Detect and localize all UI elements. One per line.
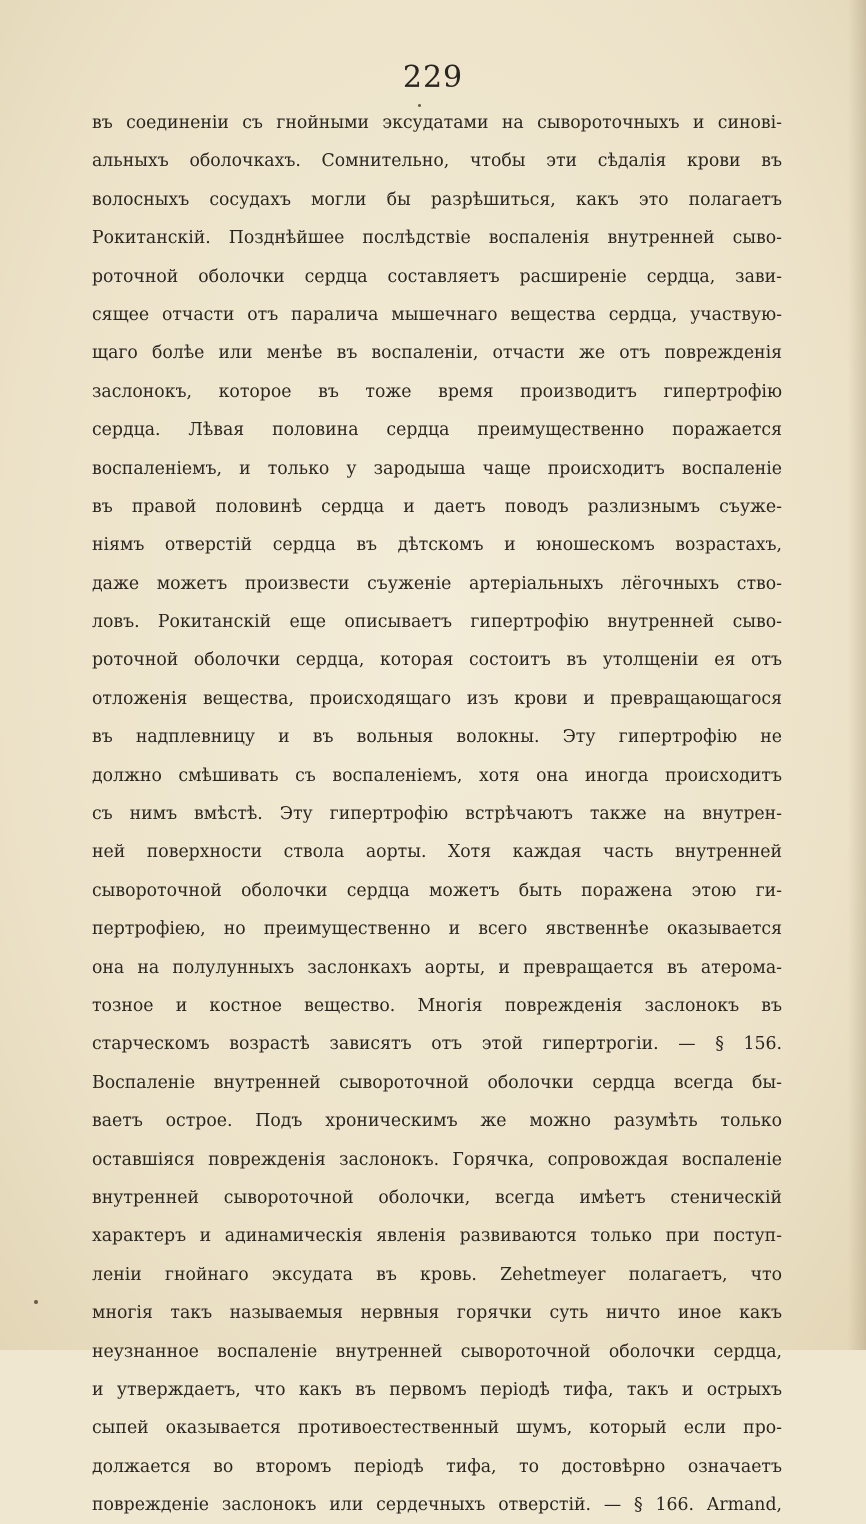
text-line: неузнанное воспаленіе внутренней сывороточной оболочки сердца,	[92, 1341, 782, 1362]
text-line: въ правой половинѣ сердца и даетъ поводъ разлизнымъ съуже-	[92, 496, 782, 517]
text-line: роточной оболочки сердца составляетъ расширеніе сердца, зави-	[92, 266, 782, 287]
text-line: поврежденіе заслонокъ или сердечныхъ отверстій. — § 166. Armand,	[92, 1495, 782, 1516]
text-line: даже можетъ произвести съуженіе артеріальныхъ лёгочныхъ ство-	[92, 573, 782, 594]
paper-speck	[418, 104, 421, 107]
text-line: отложенія вещества, происходящаго изъ крови и превращающагося	[92, 688, 782, 709]
text-line: и утверждаетъ, что какъ въ первомъ періодѣ тифа, такъ и острыхъ	[92, 1379, 782, 1400]
text-line: съ нимъ вмѣстѣ. Эту гипертрофію встрѣчаютъ также на внутрен-	[92, 804, 782, 825]
text-line: пертрофіею, но преимущественно и всего явственнѣе оказывается	[92, 919, 782, 940]
text-line: старческомъ возрастѣ зависятъ отъ этой гипертрогіи. — § 156.	[92, 1034, 782, 1055]
text-line: сящее отчасти отъ паралича мышечнаго вещества сердца, участвую-	[92, 304, 782, 325]
text-line: альныхъ оболочкахъ. Сомнительно, чтобы эти сѣдалія крови въ	[92, 151, 782, 172]
text-line: роточной оболочки сердца, которая состоитъ въ утолщеніи ея отъ	[92, 650, 782, 671]
text-line: въ соединеніи съ гнойными эксудатами на сывороточныхъ и синові-	[92, 113, 782, 133]
text-line: леніи гнойнаго эксудата въ кровь. Zehetmeyer полагаетъ, что	[92, 1264, 782, 1285]
text-line: должно смѣшивать съ воспаленіемъ, хотя она иногда происходитъ	[92, 765, 782, 786]
text-line: сыпей оказывается противоестественный шумъ, который если про-	[92, 1418, 782, 1439]
text-line: сывороточной оболочки сердца можетъ быть поражена этою ги-	[92, 880, 782, 901]
text-line: въ надплевницу и въ вольныя волокны. Эту гипертрофію не	[92, 727, 782, 748]
text-line: Рокитанскій. Позднѣйшее послѣдствіе воспаленія внутренней сыво-	[92, 228, 782, 249]
text-line: ловъ. Рокитанскій еще описываетъ гипертрофію внутренней сыво-	[92, 612, 782, 633]
text-line: внутренней сывороточной оболочки, всегда имѣетъ стеническій	[92, 1187, 782, 1208]
text-line: щаго болѣе или менѣе въ воспаленіи, отчасти же отъ поврежденія	[92, 343, 782, 364]
text-line: сердца. Лѣвая половина сердца преимущественно поражается	[92, 420, 782, 441]
text-line: характеръ и адинамическія явленія развиваются только при поступ-	[92, 1226, 782, 1247]
page-edge-shadow	[848, 0, 866, 1350]
text-line: Воспаленіе внутренней сывороточной оболочки сердца всегда бы-	[92, 1072, 782, 1093]
text-line: ней поверхности ствола аорты. Хотя каждая часть внутренней	[92, 842, 782, 863]
text-line: многія такъ называемыя нервныя горячки суть ничто иное какъ	[92, 1303, 782, 1324]
text-line: волосныхъ сосудахъ могли бы разрѣшиться, какъ это полагаетъ	[92, 189, 782, 210]
text-line: должается во второмъ періодѣ тифа, то достовѣрно означаетъ	[92, 1456, 782, 1477]
page-number: 229	[402, 60, 464, 95]
body-text	[92, 104, 782, 1524]
text-line: заслонокъ, которое въ тоже время производитъ гипертрофію	[92, 381, 782, 402]
text-line: оставшіяся поврежденія заслонокъ. Горячка, сопровождая воспаленіе	[92, 1149, 782, 1170]
text-line: ваетъ острое. Подъ хроническимъ же можно разумѣть только	[92, 1111, 782, 1132]
text-line: тозное и костное вещество. Многія поврежденія заслонокъ въ	[92, 995, 782, 1016]
text-line: ніямъ отверстій сердца въ дѣтскомъ и юношескомъ возрастахъ,	[92, 535, 782, 556]
text-line: она на полулунныхъ заслонкахъ аорты, и превращается въ атерома-	[92, 957, 782, 978]
text-line: воспаленіемъ, и только у зародыша чаще происходитъ воспаленіе	[92, 458, 782, 479]
paper-speck	[34, 1300, 38, 1304]
